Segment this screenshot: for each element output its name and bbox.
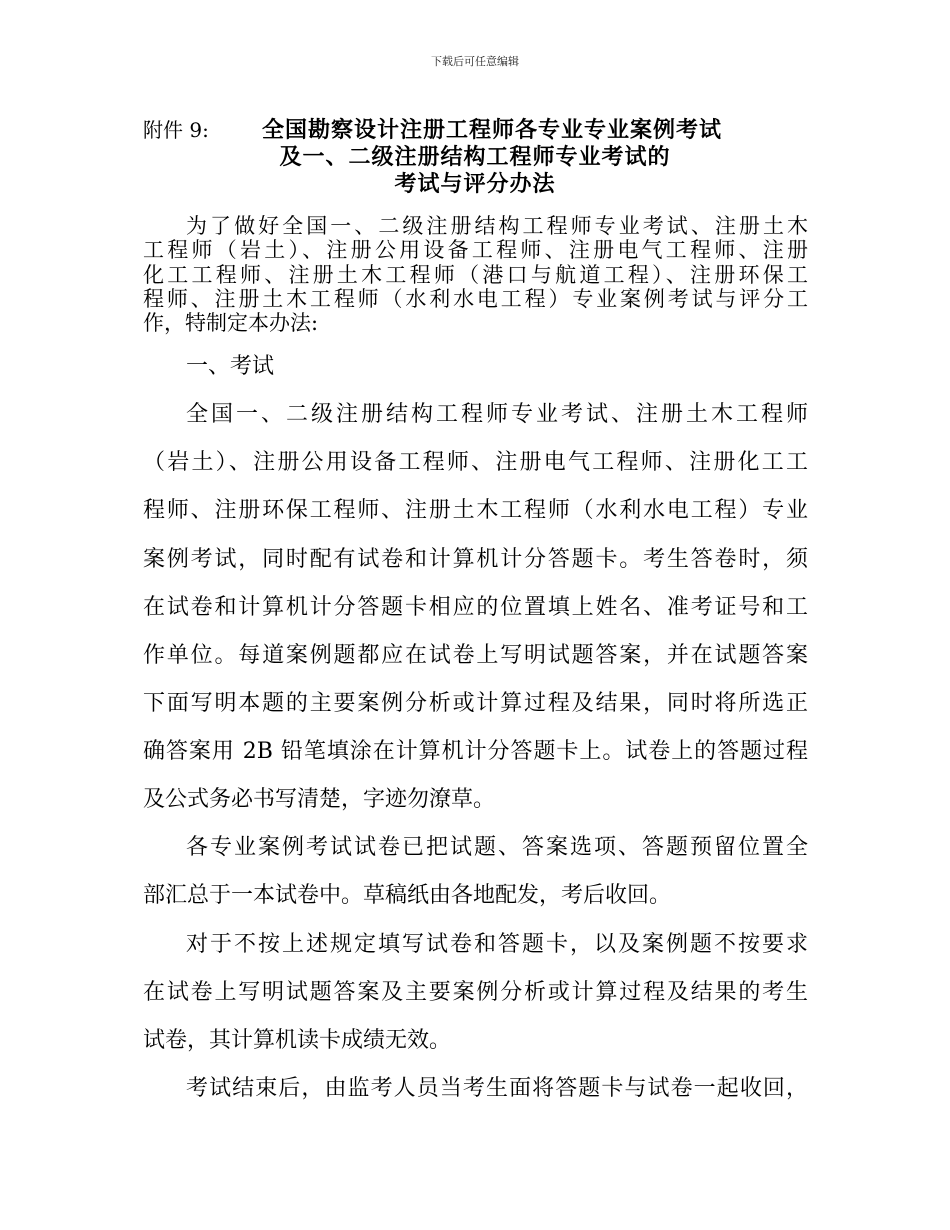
paragraph-line: 作，特制定本办法: [143,311,319,335]
paragraph-line: 在试卷上写明试题答案及主要案例分析或计算过程及结果的考生 [143,979,808,1005]
paragraph-line: 各专业案例考试试卷已把试题、答案选项、答题预留位置全 [186,835,808,861]
paragraph-line: 全国一、二级注册结构工程师专业考试、注册土木工程师 [186,402,808,428]
paragraph-line: 对于不按上述规定填写试卷和答题卡，以及案例题不按要求 [186,931,808,957]
section-exam [143,343,808,1113]
paragraph-line: 程师、注册土木工程师（水利水电工程）专业案例考试与评分工 [143,286,808,311]
document-title-line-1: 全国勘察设计注册工程师各专业专业案例考试 [262,117,723,143]
page-header-note: 下载后可任意编辑 [431,55,519,68]
document-title-line-2: 及一、二级注册结构工程师专业考试的 [279,144,671,170]
paragraph-line: 及公式务必书写清楚，字迹勿潦草。 [143,787,496,813]
section-heading: 一、考试 [186,354,275,379]
paragraph-line: 试卷，其计算机读卡成绩无效。 [143,1027,452,1053]
attachment-label: 附件 9: [143,118,209,142]
paragraph-line: 确答案用 2B 铅笔填涂在计算机计分答题卡上。试卷上的答题过程 [143,739,808,764]
intro-paragraph [143,214,808,335]
paragraph-line: 工程师（岩土）、注册公用设备工程师、注册电气工程师、注册 [143,238,808,263]
paragraph-line: 部汇总于一本试卷中。草稿纸由各地配发，考后收回。 [143,883,672,909]
paragraph-line: 下面写明本题的主要案例分析或计算过程及结果，同时将所选正 [143,690,808,716]
paragraph-line: 化工工程师、注册土木工程师（港口与航道工程）、注册环保工 [143,262,808,287]
paragraph-line: 案例考试，同时配有试卷和计算机计分答题卡。考生答卷时，须 [143,546,808,572]
paragraph-line: 考试结束后，由监考人员当考生面将答题卡与试卷一起收回， [186,1075,808,1101]
paragraph-line: 作单位。每道案例题都应在试卷上写明试题答案，并在试题答案 [143,642,808,668]
paragraph-line: 在试卷和计算机计分答题卡相应的位置填上姓名、准考证号和工 [143,594,808,620]
paragraph-line: 为了做好全国一、二级注册结构工程师专业考试、注册土木 [186,214,808,238]
document-title-line-3: 考试与评分办法 [394,171,556,197]
paragraph-line: 程师、注册环保工程师、注册土木工程师（水利水电工程）专业 [143,498,808,524]
paragraph-line: （岩土）、注册公用设备工程师、注册电气工程师、注册化工工 [143,450,808,476]
